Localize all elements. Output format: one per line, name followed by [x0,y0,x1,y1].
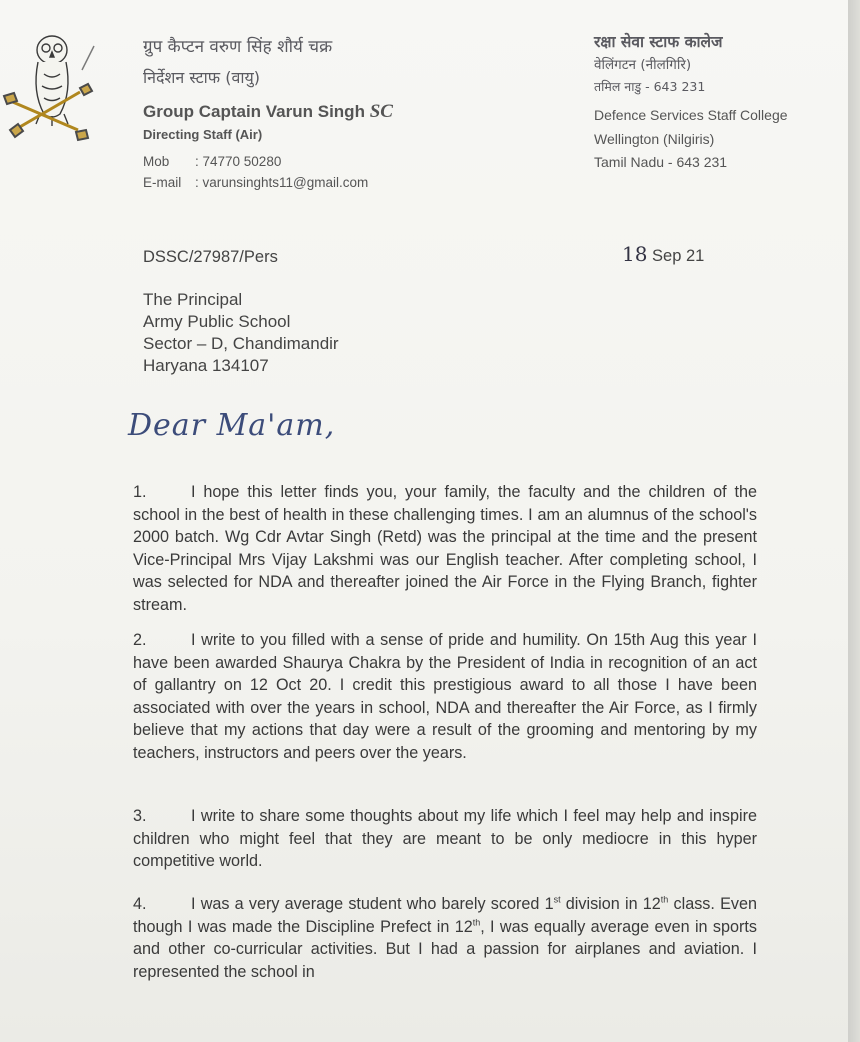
mobile-label: Mob [143,154,170,169]
date-month-year: Sep 21 [652,247,705,265]
letter-date [622,242,704,266]
paragraph-4 [133,893,757,983]
paragraph-3 [133,805,757,873]
superscript: th [660,894,669,905]
sender-name [143,101,393,123]
email-label: E-mail [143,175,182,190]
sender-name-hindi: ग्रुप कैप्टन वरुण सिंह शौर्य चक्र [143,37,333,57]
superscript: st [553,894,561,905]
institution-line-3: Tamil Nadu - 643 231 [594,154,728,170]
paragraph-number: 1. [133,483,147,501]
recipient-line-3: Sector – D, Chandimandir [143,334,339,353]
page-edge [848,0,860,1042]
institution-line-2: Wellington (Nilgiris) [594,131,715,147]
paragraph-number: 3. [133,807,147,825]
paragraph-text-d: , I was equally average even in sports and other co-curricular activities. But I had a passion for airplanes and aviation. I represented the school in [133,917,757,981]
mobile-number: : 74770 50280 [195,154,282,169]
recipient-line-1: The Principal [143,290,243,309]
sender-name-text: Group Captain Varun Singh [143,102,365,121]
paragraph-number: 4. [133,895,147,913]
paragraph-text-a: I was a very average student who barely scored 1 [191,895,554,913]
sender-award-suffix: SC [369,101,393,122]
paragraph-number: 2. [133,631,147,649]
owl-crest-icon [0,30,100,148]
paragraph-1 [133,481,757,617]
sender-designation: Directing Staff (Air) [143,127,263,142]
institution-hindi-line-2: वेलिंगटन (नीलगिरि) [594,57,692,73]
institution-hindi-line-3: तमिल नाडु - 643 231 [594,79,706,94]
institution-line-1: Defence Services Staff College [594,107,788,123]
sender-designation-hindi: निर्देशन स्टाफ (वायु) [143,68,261,87]
recipient-line-2: Army Public School [143,312,291,331]
recipient-line-4: Haryana 134107 [143,356,269,375]
email-address: : varunsinghts11@gmail.com [195,175,369,190]
sender-email [143,175,368,190]
paragraph-text: I hope this letter finds you, your family, the faculty and the children of the school in the best of health in these challenging times. I am an alumnus of the school's 2000 batch. Wg Cdr Avtar Singh (Retd) was the principal at the time and the present Vice-Principal Mrs Vijay Lakshmi was our English teacher. After completing school, I was selected for NDA and thereafter joined the Air Force in the Flying Branch, fighter stream. [133,483,757,614]
reference-number: DSSC/27987/Pers [143,248,278,266]
institution-hindi-line-1: रक्षा सेवा स्टाफ कालेज [594,33,723,51]
paragraph-text: I write to share some thoughts about my life which I feel may help and inspire children who might feel that they are meant to be only mediocre in this hyper competitive world. [133,807,757,871]
salutation: Dear Ma'am, [128,408,336,443]
paragraph-text: I write to you filled with a sense of pride and humility. On 15th Aug this year I have been awarded Shaurya Chakra by the President of India in recognition of an act of gallantry on 12 Oct 20. I credit this prestigious award to all those I have been associated with over the years in school, NDA and thereafter the Air Force, as I firmly believe that my actions that day were a result of the grooming and mentoring by my teachers, instructors and peers over the years. [133,631,757,762]
paragraph-text-c: class. Even though I was made the Discipline Prefect in 12 [133,895,757,936]
paragraph-text-b: division in 12 [560,895,661,913]
sender-mobile [143,154,281,169]
date-day: 18 [622,242,648,266]
superscript: th [472,917,481,928]
paragraph-2 [133,629,757,765]
